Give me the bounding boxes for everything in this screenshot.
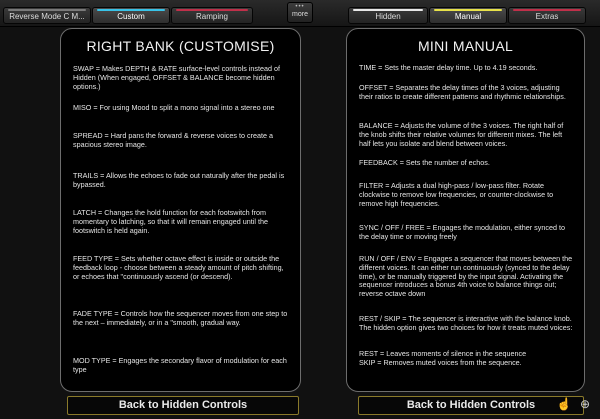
entry-rest: REST = Leaves moments of silence in the sequence (359, 349, 527, 358)
tab-accent-bar (97, 9, 165, 11)
entry-run-off-env: RUN / OFF / ENV = Engages a sequencer that moves between the different voices. It can either run continuously (synced to the delay time), or be manually triggered by the input signal. Activating the sequencer introduces a bonus 4th voice to balance things out; reverse octave down (359, 254, 573, 299)
zoom-icon[interactable]: ⊕ (579, 397, 591, 411)
more-button[interactable] (287, 2, 313, 23)
panel-title: MINI MANUAL (417, 38, 514, 54)
tab-accent-bar (176, 9, 248, 11)
entry-swap: SWAP = Makes DEPTH & RATE surface-level controls instead of Hidden (When engaged, OFFSET & BALANCE become hidden options.) (73, 64, 280, 91)
tab-custom[interactable] (92, 7, 170, 24)
entry-mod-type: MOD TYPE = Engages the secondary flavor of modulation for each type (73, 356, 287, 374)
entry-latch: LATCH = Changes the hold function for each footswitch from momentary to latching, so that it will remain engaged until the footswitch is held again. (73, 208, 268, 235)
tab-accent-bar (8, 9, 86, 11)
more-dots-icon: ••• (295, 4, 305, 10)
entry-fade-type: FADE TYPE = Controls how the sequencer moves from one step to the next – immediately, or in a "smooth, gradual way. (73, 309, 288, 327)
tab-accent-bar (434, 9, 502, 11)
back-to-hidden-controls-button-left[interactable]: Back to Hidden Controls (67, 396, 299, 415)
top-tab-bar (0, 0, 600, 27)
entry-filter: FILTER = Adjusts a dual high-pass / low-pass filter. Rotate clockwise to remove low frequencies, or counter-clockwise to remove high frequencies. (359, 181, 554, 208)
tab-extras[interactable] (508, 7, 586, 24)
entry-rest-skip: REST / SKIP = The sequencer is interactive with the balance knob. The hidden option gives two choices for how it treats muted voices: (359, 314, 573, 332)
tab-label: Extras (535, 12, 559, 21)
tab-reverse-mode[interactable] (3, 7, 91, 24)
entry-offset: OFFSET = Separates the delay times of the 3 voices, adjusting their ratios to create different patterns and rhythmic relationships. (359, 83, 566, 101)
tab-accent-bar (513, 9, 581, 11)
entry-miso: MISO = For using Mood to split a mono signal into a stereo one (73, 103, 275, 112)
tab-ramping[interactable] (171, 7, 253, 24)
more-label: more (292, 11, 308, 18)
panel-title: RIGHT BANK (CUSTOMISE) (86, 38, 275, 54)
entry-sync-off-free: SYNC / OFF / FREE = Engages the modulation, either synced to the delay time or moving freely (359, 223, 565, 241)
tab-label: Ramping (195, 12, 228, 21)
right-bank-panel (60, 28, 301, 392)
entry-spread: SPREAD = Hard pans the forward & reverse voices to create a spacious stereo image. (73, 131, 273, 149)
tab-hidden[interactable] (348, 7, 428, 24)
entry-time: TIME = Sets the master delay time. Up to 4.19 seconds. (359, 63, 538, 72)
tab-accent-bar (353, 9, 423, 11)
entry-trails: TRAILS = Allows the echoes to fade out naturally after the pedal is bypassed. (73, 171, 285, 189)
entry-feedback: FEEDBACK = Sets the number of echos. (359, 158, 490, 167)
entry-feed-type: FEED TYPE = Sets whether octave effect is inside or outside the feedback loop - choose between a steady amount of pitch shifting, or echoes that "continuously ascend (or descend). (73, 254, 284, 281)
tab-label: Manual (454, 12, 482, 21)
tab-manual[interactable] (429, 7, 507, 24)
tab-label: Hidden (375, 12, 401, 21)
mini-manual-panel (346, 28, 585, 392)
hand-pointer-icon[interactable]: ☝ (556, 397, 572, 411)
entry-skip: SKIP = Removes muted voices from the sequence. (359, 358, 522, 367)
tab-label: Reverse Mode C M... (9, 12, 85, 21)
tab-label: Custom (117, 12, 145, 21)
back-to-hidden-controls-button-right[interactable]: Back to Hidden Controls (358, 396, 584, 415)
entry-balance: BALANCE = Adjusts the volume of the 3 voices. The right half of the knob shifts their relative volumes for different mixes. The left half lets you isolate and blend between voices. (359, 121, 564, 148)
